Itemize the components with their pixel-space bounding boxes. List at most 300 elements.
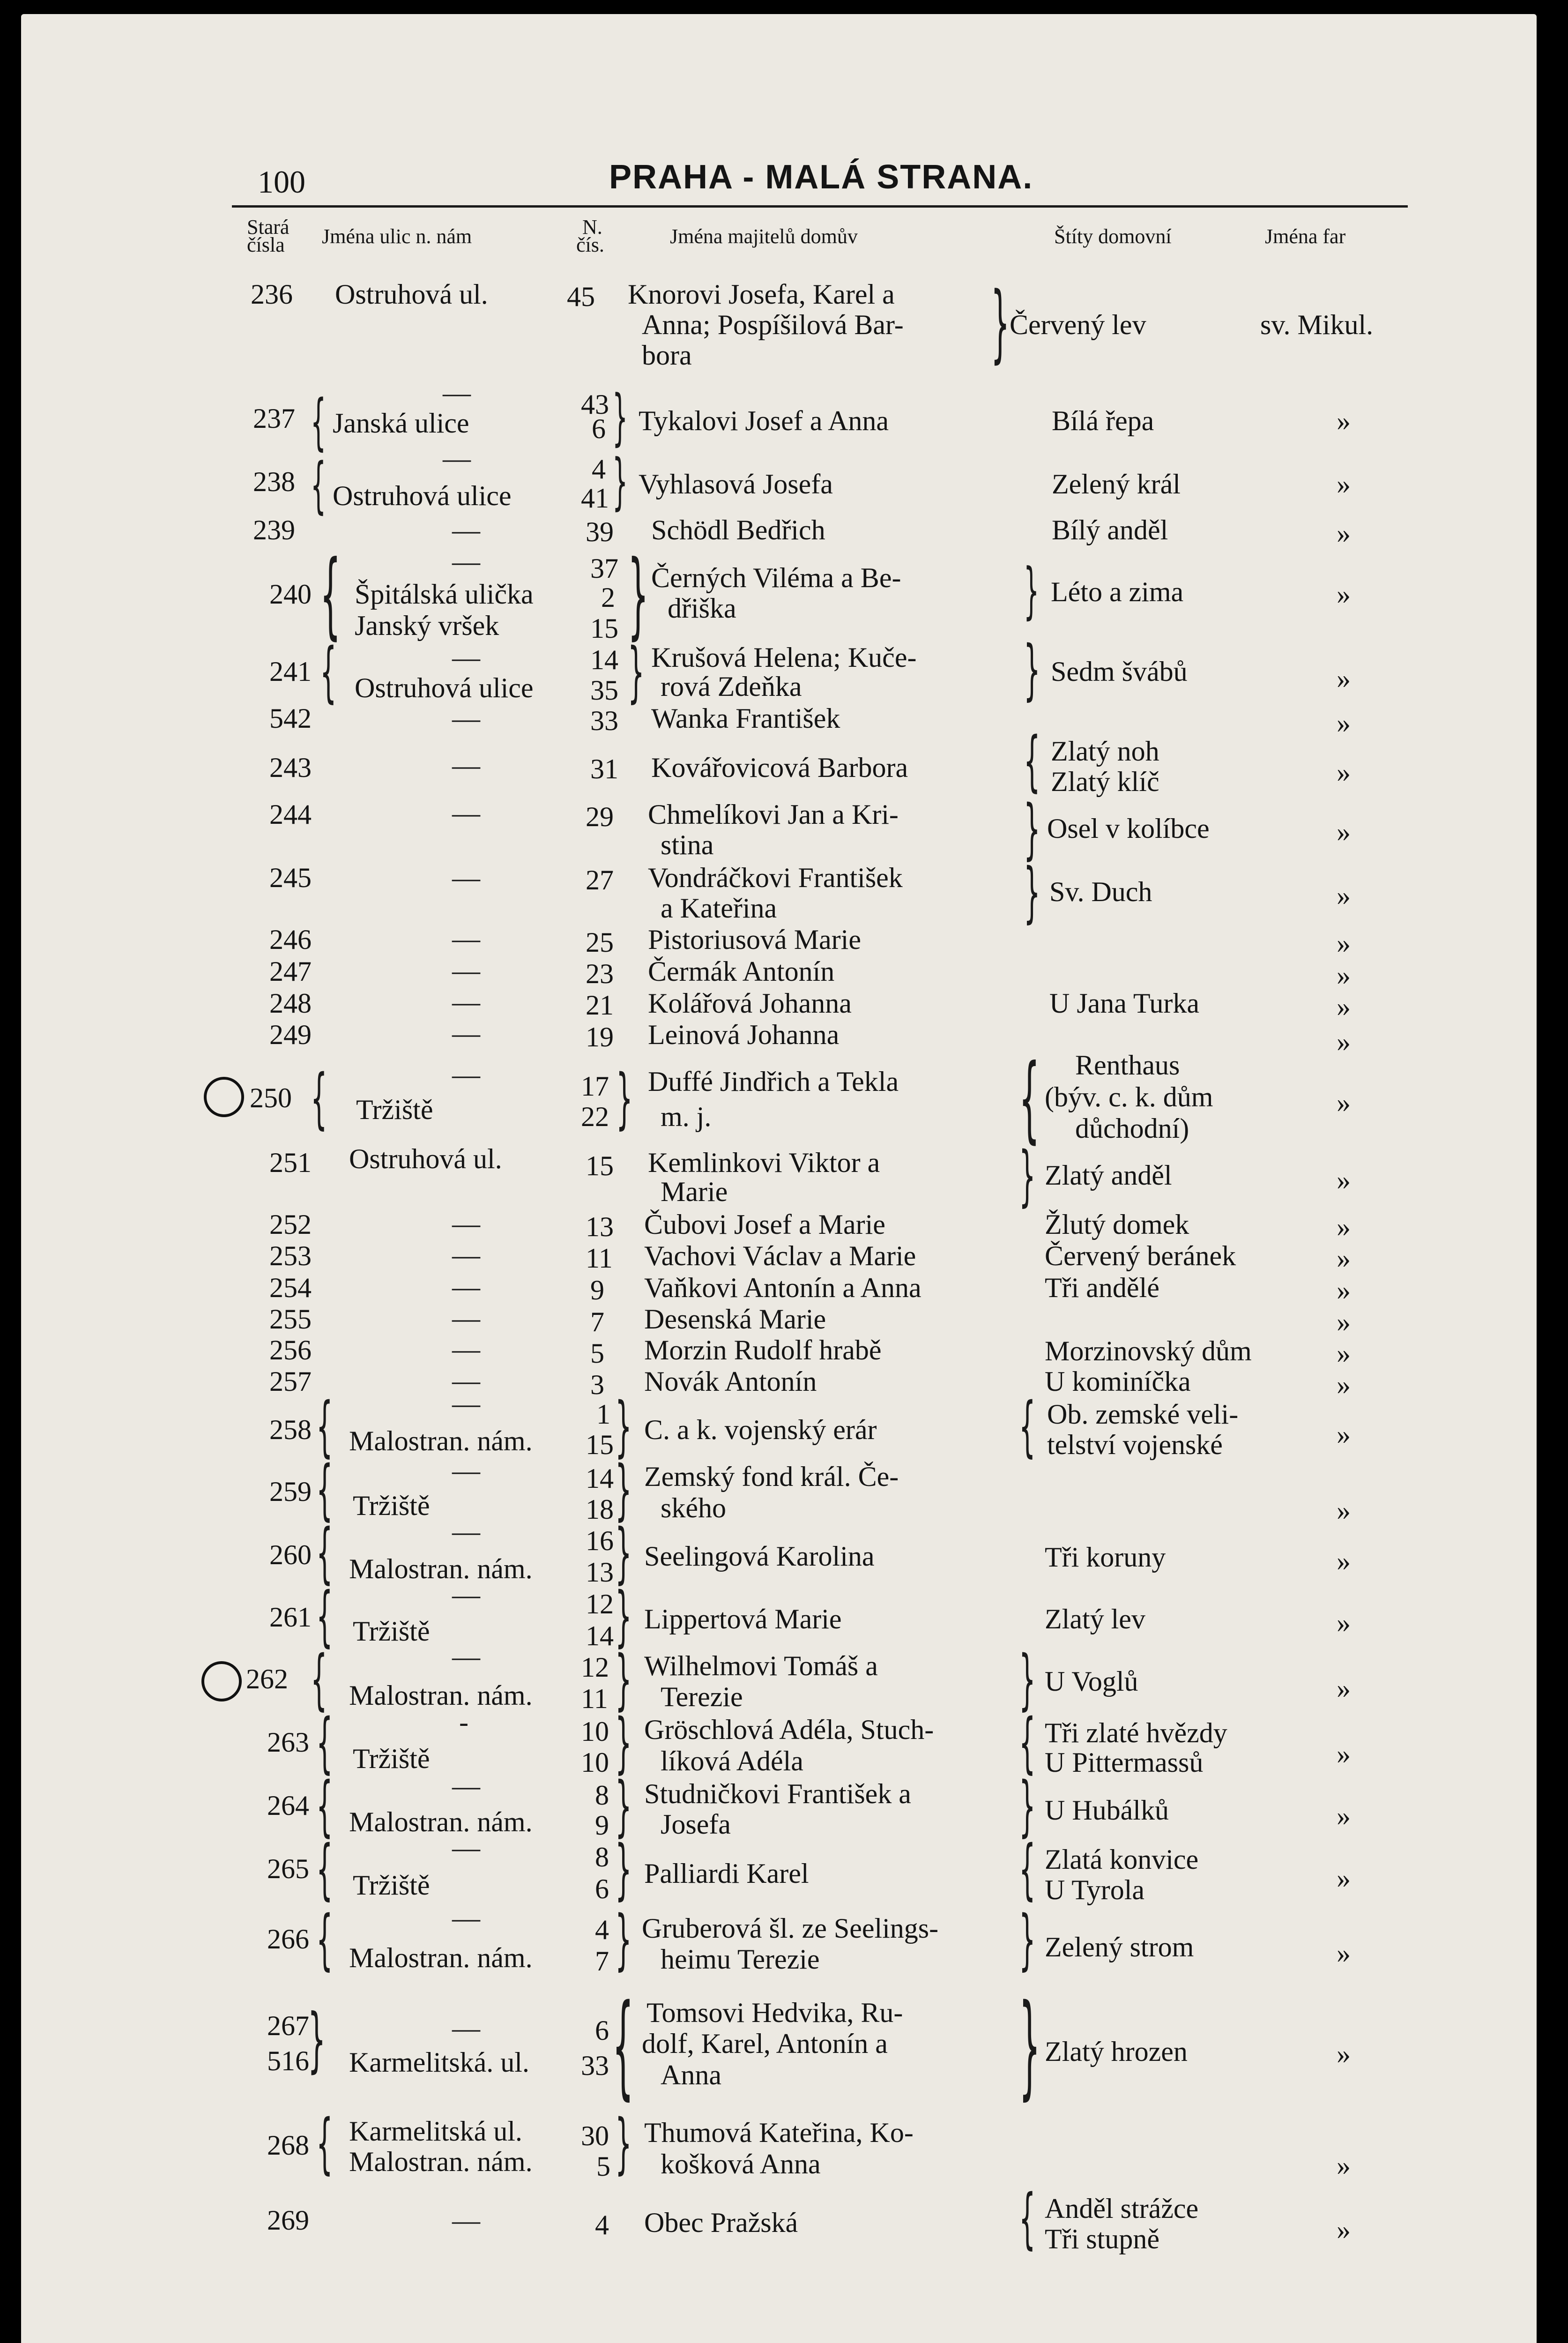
brace-left: { [311, 449, 327, 521]
street-name: Špitálská ulička [355, 579, 534, 610]
brace-right: } [615, 1515, 632, 1591]
brace-left: { [612, 1980, 634, 2111]
old-number: 261 [269, 1602, 312, 1633]
new-number: 27 [586, 865, 614, 895]
owner-line: Morzin Rudolf hrabě [644, 1335, 882, 1366]
new-number: 19 [586, 1022, 614, 1052]
col-old-1: Stará [247, 216, 290, 239]
new-number: 33 [581, 2050, 609, 2081]
brace-left: { [316, 1452, 333, 1528]
col-parish: Jména far [1265, 225, 1346, 248]
new-number: 21 [586, 990, 614, 1021]
house-sign: Zlatý anděl [1045, 1160, 1172, 1191]
brace-left: { [1019, 1831, 1036, 1908]
brace-left: { [1024, 723, 1040, 799]
ditto-dash: — [452, 923, 480, 954]
old-number: 247 [269, 956, 312, 987]
house-sign: Osel v kolíbce [1047, 813, 1210, 844]
brace-right: } [615, 1578, 632, 1655]
old-number: 251 [269, 1147, 312, 1178]
new-number: 30 [581, 2120, 609, 2151]
ditto-dash: — [452, 1059, 480, 1090]
new-number: 10 [581, 1747, 609, 1778]
street-name: Ostruhová ul. [335, 279, 488, 310]
ditto-mark: » [1337, 1211, 1351, 1242]
house-sign: telství vojenské [1047, 1429, 1223, 1460]
owner-line: Vachovi Václav a Marie [644, 1240, 916, 1271]
ditto-mark: » [1337, 708, 1351, 739]
brace-left: { [316, 1705, 333, 1781]
owner-line: Terezie [661, 1681, 743, 1712]
ditto-dash: — [452, 1208, 480, 1239]
owner-line: Lippertová Marie [644, 1604, 842, 1634]
old-number: 252 [269, 1209, 312, 1240]
ditto-dash: — [452, 1303, 480, 1334]
owner-line: bora [642, 340, 692, 371]
house-sign: Zelený strom [1045, 1932, 1194, 1962]
parish-name: sv. Mikul. [1260, 309, 1374, 340]
old-number: 257 [269, 1366, 312, 1397]
house-sign: Bílý anděl [1052, 515, 1168, 545]
ditto-dash: — [452, 1903, 480, 1933]
ditto-mark: » [1337, 880, 1351, 911]
col-owners: Jména majitelů domův [670, 225, 858, 248]
new-number: 3 [590, 1369, 604, 1400]
owner-line: Wanka František [651, 703, 840, 734]
new-number: 8 [595, 1842, 609, 1873]
ditto-dash: — [452, 1832, 480, 1863]
ditto-mark: » [1337, 1087, 1351, 1118]
street-name: Ostruhová ulice [333, 480, 512, 511]
ditto-mark: » [1337, 2038, 1351, 2069]
old-number: 243 [269, 752, 312, 783]
ditto-mark: » [1337, 1800, 1351, 1831]
brace-left: { [1019, 1705, 1036, 1781]
owner-line: Gröschlová Adéla, Stuch- [644, 1714, 934, 1745]
brace-right: } [308, 1999, 326, 2081]
new-number: 15 [590, 613, 618, 644]
circle-mark [201, 1661, 242, 1701]
house-sign: U kominíčka [1045, 1366, 1191, 1397]
old-number: 246 [269, 924, 312, 955]
owner-line: Knorovi Josefa, Karel a [628, 279, 895, 310]
owner-line: Vondráčkovi František [648, 862, 903, 893]
owner-line: Zemský fond král. Če- [644, 1461, 899, 1492]
col-street: Jména ulic n. nám [322, 225, 472, 248]
header-rule [232, 205, 1408, 208]
page-number: 100 [258, 164, 305, 200]
brace-right: } [615, 1831, 632, 1908]
owner-line: dolf, Karel, Antonín a [642, 2028, 888, 2059]
new-number: 11 [581, 1683, 608, 1714]
owner-line: Gruberová šl. ze Seelings- [642, 1913, 939, 1944]
ditto-mark: » [1337, 928, 1351, 959]
new-number: 29 [586, 801, 614, 832]
brace-right: } [615, 2105, 632, 2182]
brace-right: } [615, 1452, 632, 1528]
new-number: 8 [595, 1780, 609, 1811]
old-number: 240 [269, 579, 312, 610]
brace-right: } [628, 540, 649, 649]
brace-left: { [316, 1388, 333, 1465]
brace-left: { [1019, 1044, 1040, 1153]
old-number: 516 [267, 2045, 309, 2076]
old-number: 253 [269, 1240, 312, 1271]
ditto-dash: — [452, 515, 480, 545]
house-sign: U Jana Turka [1049, 988, 1200, 1019]
house-sign: Červený beránek [1045, 1240, 1236, 1271]
street-name: Malostran. nám. [349, 1425, 533, 1456]
house-sign: Zlatý lev [1045, 1604, 1145, 1634]
col-new-1: N. [582, 216, 602, 239]
street-name: Malostran. nám. [349, 1942, 533, 1973]
owner-line: Palliardi Karel [644, 1858, 809, 1889]
ditto-dash: — [452, 798, 480, 828]
old-number: 236 [251, 279, 293, 310]
brace-left: { [316, 1515, 333, 1591]
new-number: 11 [586, 1243, 613, 1274]
owner-line: Studničkovi František a [644, 1778, 911, 1809]
new-number: 22 [581, 1101, 609, 1132]
owner-line: C. a k. vojenský erár [644, 1414, 877, 1445]
house-sign: Morzinovský dům [1045, 1336, 1252, 1366]
brace-right: } [1019, 1980, 1040, 2111]
new-number: 12 [586, 1589, 614, 1619]
new-number: 39 [586, 516, 614, 547]
house-sign: důchodní) [1075, 1113, 1189, 1144]
owner-line: Desenská Marie [644, 1304, 826, 1335]
brace-left: { [316, 1578, 333, 1655]
owner-line: Tomsovi Hedvika, Ru- [647, 1997, 903, 2028]
owner-line: Čermák Antonín [648, 956, 835, 987]
street-name: Malostran. nám. [349, 2146, 533, 2177]
house-sign: Zelený král [1052, 469, 1181, 500]
brace-right: } [1019, 1138, 1036, 1214]
old-number: 542 [269, 703, 312, 734]
owner-line: Kovářovicová Barbora [651, 752, 908, 783]
brace-right: } [616, 1060, 633, 1137]
brace-left: { [311, 1060, 327, 1137]
house-sign: Tři zlaté hvězdy [1045, 1717, 1227, 1748]
ditto-mark: » [1337, 1545, 1351, 1576]
new-number: 15 [586, 1150, 614, 1181]
ditto-dash: — [452, 642, 480, 673]
brace-right: } [628, 634, 645, 710]
owner-line: Kolářová Johanna [648, 988, 852, 1019]
brace-right: } [615, 1642, 632, 1718]
new-number: 5 [596, 2151, 610, 2182]
house-sign: U Voglů [1045, 1666, 1138, 1697]
street-name: Tržiště [353, 1870, 430, 1901]
house-sign: (býv. c. k. dům [1045, 1082, 1213, 1112]
old-number: 241 [269, 656, 312, 687]
brace-right: } [1019, 1642, 1036, 1718]
ditto-dash: — [452, 1516, 480, 1547]
new-number: 15 [586, 1429, 614, 1460]
ditto-dash: - [459, 1707, 468, 1738]
ditto-dash: — [452, 1770, 480, 1801]
old-number: 262 [246, 1664, 288, 1694]
brace-left: { [1019, 2180, 1036, 2257]
house-sign: U Pittermassů [1045, 1747, 1204, 1778]
brace-right: } [1024, 791, 1040, 867]
old-number: 254 [269, 1272, 312, 1303]
house-sign: Zlatý noh [1051, 736, 1159, 767]
house-sign: Léto a zima [1051, 576, 1184, 607]
street-name: Malostran. nám. [349, 1806, 533, 1837]
owner-line: Marie [661, 1176, 728, 1207]
ditto-mark: » [1337, 991, 1351, 1022]
new-number: 16 [586, 1525, 614, 1556]
house-sign: U Hubálků [1045, 1795, 1169, 1826]
old-number: 250 [250, 1082, 292, 1113]
street-name: Ostruhová ul. [349, 1143, 502, 1174]
house-sign: Červený lev [1010, 309, 1146, 340]
new-number: 2 [601, 582, 615, 613]
new-number: 31 [590, 754, 618, 784]
brace-left: { [320, 540, 341, 649]
brace-right: } [1024, 854, 1040, 931]
ditto-mark: » [1337, 1739, 1351, 1769]
ditto-mark: » [1337, 579, 1351, 610]
ditto-mark: » [1337, 469, 1351, 500]
ditto-dash: — [452, 2205, 480, 2236]
owner-line: dřiška [668, 593, 736, 624]
ditto-dash: — [452, 1365, 480, 1396]
col-old-2: čísla [247, 233, 285, 256]
owner-line: Černých Viléma a Be- [651, 562, 901, 593]
new-number: 13 [586, 1211, 614, 1242]
house-sign: Tři stupně [1045, 2224, 1159, 2254]
ditto-mark: » [1337, 405, 1351, 436]
ditto-dash: — [452, 955, 480, 986]
house-sign: Zlatá konvice [1045, 1844, 1199, 1875]
ditto-dash: — [452, 862, 480, 893]
old-number: 258 [269, 1414, 312, 1445]
new-number: 14 [586, 1463, 614, 1494]
new-number: 6 [595, 1873, 609, 1904]
brace-left: { [316, 1831, 333, 1908]
owner-line: stina [661, 829, 714, 860]
owner-line: Čubovi Josef a Marie [644, 1209, 885, 1240]
owner-line: ského [661, 1492, 726, 1523]
ditto-mark: » [1337, 1863, 1351, 1894]
street-name: Malostran. nám. [349, 1553, 533, 1584]
street-name: Karmelitská ul. [349, 2116, 522, 2147]
ditto-dash: — [452, 1579, 480, 1610]
owner-line: Leinová Johanna [648, 1019, 840, 1050]
brace-right: } [615, 1705, 632, 1781]
new-number: 5 [590, 1338, 604, 1369]
street-name: Tržiště [353, 1616, 430, 1647]
new-number: 23 [586, 958, 614, 989]
brace-left: { [320, 634, 337, 710]
owner-line: Obec Pražská [644, 2207, 798, 2238]
street-name: Janská ulice [333, 408, 469, 439]
old-number: 265 [267, 1853, 309, 1884]
brace-left: { [311, 1642, 327, 1718]
ditto-dash: — [452, 1239, 480, 1270]
brace-left: { [316, 2105, 333, 2182]
old-number: 245 [269, 862, 312, 893]
street-name: Ostruhová ulice [355, 672, 534, 703]
owner-line: rová Zdeňka [661, 671, 802, 702]
new-number: 18 [586, 1494, 614, 1525]
old-number: 244 [269, 799, 312, 830]
house-sign: Zlatý hrozen [1045, 2036, 1188, 2067]
ditto-mark: » [1337, 2214, 1351, 2245]
brace-right: } [1019, 1902, 1036, 1978]
owner-line: a Kateřina [661, 893, 777, 924]
old-number: 248 [269, 988, 312, 1019]
old-number: 237 [253, 403, 295, 434]
new-number: 41 [581, 483, 609, 514]
house-sign: Bílá řepa [1052, 405, 1154, 436]
house-sign: Sedm švábů [1051, 656, 1188, 687]
house-sign: Zlatý klíč [1051, 766, 1159, 797]
ditto-mark: » [1337, 1026, 1351, 1057]
ditto-mark: » [1337, 2150, 1351, 2181]
brace-right: } [615, 1902, 632, 1978]
owner-line: Schödl Bedřich [651, 515, 825, 545]
owner-line: Thumová Kateřina, Ko- [644, 2117, 914, 2148]
ditto-mark: » [1337, 1369, 1351, 1400]
street-name: Tržiště [353, 1490, 430, 1521]
ditto-mark: » [1337, 816, 1351, 847]
brace-left: { [316, 1768, 333, 1844]
brace-right: } [612, 381, 628, 453]
brace-right: } [1024, 555, 1040, 626]
owner-line: Wilhelmovi Tomáš a [644, 1650, 878, 1681]
brace-right: } [1019, 1768, 1036, 1844]
new-number: 14 [586, 1620, 614, 1651]
new-number: 1 [596, 1399, 610, 1430]
new-number: 45 [567, 281, 595, 312]
old-number: 263 [267, 1727, 309, 1758]
brace-left: { [311, 386, 327, 457]
owner-line: líková Adéla [661, 1746, 803, 1776]
new-number: 35 [590, 675, 618, 706]
street-name: Tržiště [353, 1743, 430, 1774]
owner-line: m. j. [661, 1101, 712, 1132]
old-number: 266 [267, 1924, 309, 1955]
ditto-dash: — [452, 1271, 480, 1302]
brace-right: } [612, 446, 628, 517]
ditto-dash: — [452, 2013, 480, 2044]
old-number: 259 [269, 1476, 312, 1507]
ditto-mark: » [1337, 1673, 1351, 1704]
owner-line: heimu Terezie [661, 1944, 820, 1975]
col-new-2: čís. [576, 233, 604, 256]
owner-line: Duffé Jindřich a Tekla [648, 1066, 899, 1097]
ditto-dash: — [452, 750, 480, 781]
old-number: 264 [267, 1790, 309, 1821]
owner-line: Anna [661, 2059, 721, 2090]
new-number: 43 [581, 389, 609, 420]
ditto-mark: » [1337, 1306, 1351, 1337]
ditto-dash: — [443, 377, 471, 408]
new-number: 9 [590, 1275, 604, 1306]
ditto-dash: — [452, 1388, 480, 1419]
ditto-mark: » [1337, 1275, 1351, 1306]
house-sign: U Tyrola [1045, 1874, 1144, 1905]
ditto-mark: » [1337, 1164, 1351, 1195]
street-name: Tržiště [356, 1094, 433, 1125]
owner-line: Pistoriusová Marie [648, 924, 861, 955]
house-sign: Ob. zemské veli- [1047, 1399, 1239, 1430]
owner-line: Anna; Pospíšilová Bar- [642, 309, 904, 340]
brace-left: { [1019, 1388, 1036, 1465]
owner-line: Krušová Helena; Kuče- [651, 642, 917, 673]
old-number: 249 [269, 1019, 312, 1050]
new-number: 6 [595, 2015, 609, 2046]
new-number: 7 [595, 1946, 609, 1977]
new-number: 7 [590, 1306, 604, 1337]
new-number: 4 [592, 454, 606, 485]
col-signs: Štíty domovní [1054, 225, 1172, 248]
ditto-mark: » [1337, 1419, 1351, 1450]
house-sign: Tři koruny [1045, 1542, 1166, 1573]
house-sign: Renthaus [1075, 1050, 1180, 1081]
owner-line: Vyhlasová Josefa [639, 469, 833, 500]
street-name: Janský vršek [355, 610, 499, 641]
ditto-mark: » [1337, 757, 1351, 788]
brace-right: } [615, 1388, 632, 1465]
new-number: 25 [586, 927, 614, 958]
old-number: 255 [269, 1304, 312, 1335]
new-number: 14 [590, 644, 618, 675]
ditto-mark: » [1337, 1938, 1351, 1969]
ditto-mark: » [1337, 1243, 1351, 1274]
new-number: 33 [590, 705, 618, 736]
ditto-dash: — [452, 1334, 480, 1365]
ditto-dash: — [452, 703, 480, 734]
ditto-mark: » [1337, 1607, 1351, 1638]
brace-right: } [1024, 632, 1040, 708]
house-sign: Sv. Duch [1049, 876, 1152, 907]
ditto-dash: — [452, 1018, 480, 1049]
new-number: 13 [586, 1557, 614, 1588]
ditto-mark: » [1337, 960, 1351, 991]
new-number: 4 [595, 2209, 609, 2240]
owner-line: Chmelíkovi Jan a Kri- [648, 799, 899, 830]
ditto-mark: » [1337, 663, 1351, 694]
ditto-dash: — [452, 1455, 480, 1486]
new-number: 12 [581, 1652, 609, 1683]
old-number: 260 [269, 1539, 312, 1570]
ditto-mark: » [1337, 1338, 1351, 1369]
ditto-dash: — [452, 1641, 480, 1672]
new-number: 4 [595, 1914, 609, 1945]
ditto-dash: — [452, 986, 480, 1017]
old-number: 268 [267, 2130, 309, 2161]
circle-mark [204, 1077, 244, 1117]
old-number: 267 [267, 2010, 309, 2041]
owner-line: košková Anna [661, 2149, 821, 2179]
ditto-mark: » [1337, 1495, 1351, 1526]
old-number: 269 [267, 2205, 309, 2236]
new-number: 9 [595, 1810, 609, 1841]
owner-line: Novák Antonín [644, 1366, 817, 1397]
new-number: 6 [592, 413, 606, 444]
book-page [21, 14, 1537, 2343]
house-sign: Anděl strážce [1045, 2193, 1199, 2224]
page-title: PRAHA - MALÁ STRANA. [609, 158, 1033, 196]
ditto-dash: — [443, 443, 471, 474]
owner-line: Seelingová Karolina [644, 1541, 875, 1572]
owner-line: Josefa [661, 1809, 731, 1840]
brace-right: } [615, 1768, 632, 1844]
